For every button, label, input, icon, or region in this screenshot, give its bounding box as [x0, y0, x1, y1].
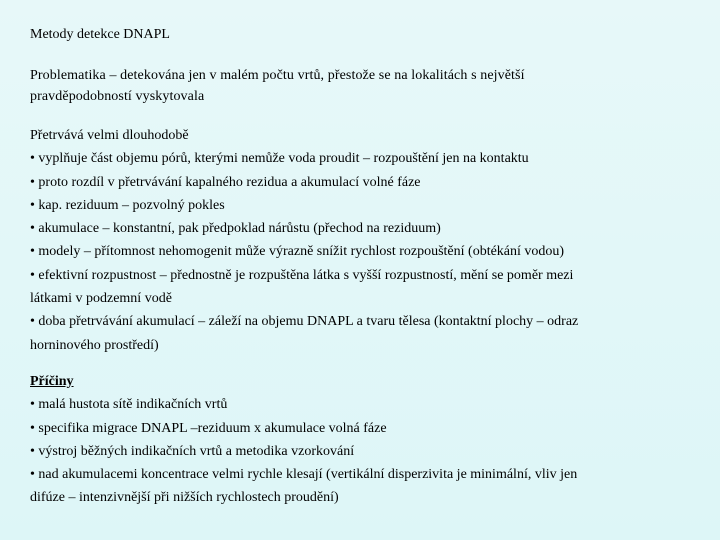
causes-line: • výstroj běžných indikačních vrtů a metodika vzorkování — [30, 443, 355, 459]
persistence-line: • kap. reziduum – pozvolný pokles — [30, 197, 225, 213]
persistence-line: látkami v podzemní vodě — [30, 291, 172, 307]
persistence-line: horninového prostředí) — [30, 337, 159, 353]
persistence-line: • efektivní rozpustnost – přednostně je rozpuštěna látka s vyšší rozpustností, mění se poměr mezi — [30, 267, 574, 283]
causes-line: • specifika migrace DNAPL –reziduum x akumulace volná fáze — [30, 420, 387, 436]
problem-paragraph — [30, 65, 650, 107]
slide-title: Metody detekce DNAPL — [30, 27, 170, 42]
persistence-heading: Přetrvává velmi dlouhodobě — [30, 128, 189, 143]
causes-heading: Příčiny — [30, 374, 74, 389]
persistence-line: • doba přetrvávání akumulací – záleží na objemu DNAPL a tvaru tělesa (kontaktní plochy – odraz — [30, 314, 579, 330]
persistence-line: • akumulace – konstantní, pak předpoklad nárůstu (přechod na reziduum) — [30, 221, 441, 237]
causes-line: difúze – intenzivnější při nižších rychlostech proudění) — [30, 490, 339, 506]
problem-line: pravděpodobností vyskytovala — [30, 89, 205, 104]
causes-section — [30, 370, 680, 510]
persistence-line: • proto rozdíl v přetrvávání kapalného rezidua a akumulací volné fáze — [30, 174, 421, 190]
persistence-line: • vyplňuje část objemu pórů, kterými nemůže voda proudit – rozpouštění jen na kontaktu — [30, 151, 529, 167]
persistence-line: • modely – přítomnost nehomogenit může výrazně snížit rychlost rozpouštění (obtékání vodou) — [30, 244, 565, 260]
causes-line: • nad akumulacemi koncentrace velmi rychle klesají (vertikální disperzivita je minimální, vliv jen — [30, 467, 578, 483]
causes-line: • malá hustota sítě indikačních vrtů — [30, 397, 228, 413]
persistence-section — [30, 124, 680, 357]
problem-line: Problematika – detekována jen v malém počtu vrtů, přestože se na lokalitách s největší — [30, 68, 525, 83]
